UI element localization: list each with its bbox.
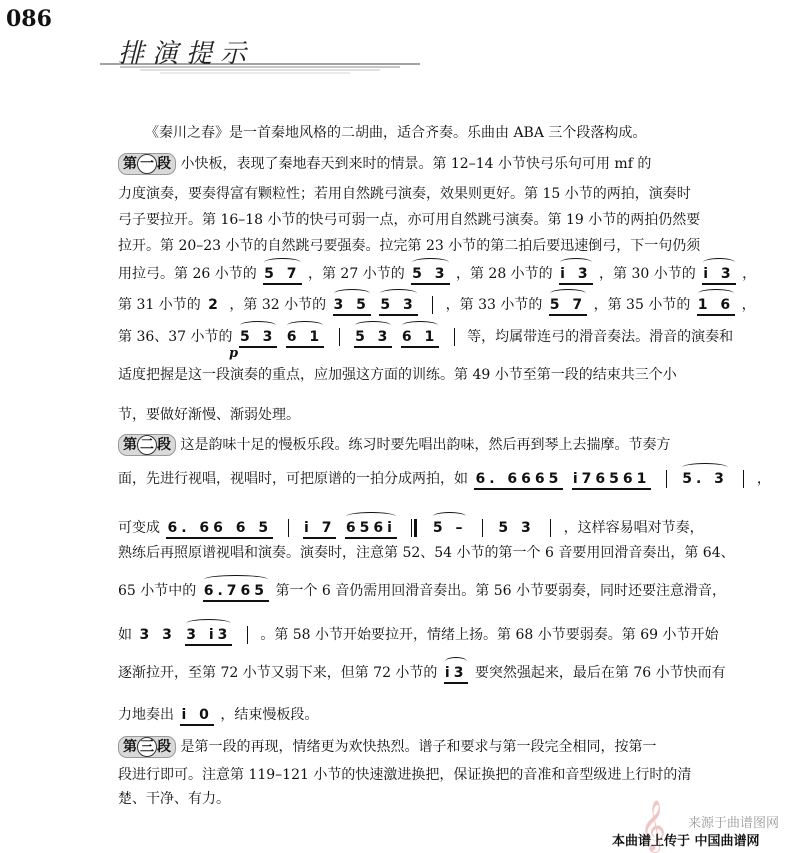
barline bbox=[454, 328, 455, 346]
notation-35: 1 6 bbox=[695, 297, 737, 313]
notation-56a: 3 3 bbox=[139, 627, 176, 643]
section-1-line-9: 节，要做好渐慢、渐弱处理。 bbox=[118, 407, 300, 423]
section-3-line-3: 楚、干净、有力。 bbox=[118, 791, 230, 807]
notation-var-d: 5 – bbox=[430, 520, 470, 536]
section-1-line-3: 弓子要拉开。第 16–18 小节的快弓可弱一点，亦可用自然跳弓演奏。第 19 小节的两拍仍然要 bbox=[118, 212, 701, 228]
notation-31: 2 bbox=[208, 297, 222, 313]
section-1-line-8: 适度把握是这一段演奏的重点，应加强这方面的训练。第 49 小节至第一段的结束共三个小 bbox=[118, 367, 677, 383]
section-1-line-2: 力度演奏，要奏得富有颗粒性；若用自然跳弓演奏，效果则更好。第 15 小节的两拍，演奏时 bbox=[118, 186, 691, 202]
notation-36a: 5 3 bbox=[237, 329, 279, 345]
notation-76: i 0 bbox=[178, 707, 215, 723]
section-2-line-3: 可变成 6. 66 6 5 i 7 656i 5 – 5 3 ，这样容易唱对节奏， bbox=[118, 517, 704, 537]
section-2-line-4: 熟练后再照原谱视唱和演奏。演奏时，注意第 52、54 小节的第一个 6 音要用回滑音奏出，第 64、 bbox=[118, 545, 735, 561]
notation-26: 5 7 bbox=[261, 266, 303, 282]
section-2-line-5: 65 小节中的 6.765 第一个 6 音仍需用回滑音奏出。第 56 小节要弱奏，同时还要注意滑音， bbox=[118, 580, 726, 600]
footer-credit: 本曲谱上传于 中国曲谱网 bbox=[612, 834, 760, 849]
section-3-line-1: 第 三 段 是第一段的再现，情绪更为欢快热烈。谱子和要求与第一段完全相同，按第一 bbox=[118, 736, 656, 758]
notation-orig-c: 5. 3 bbox=[679, 471, 731, 487]
notation-orig-b: i76561 bbox=[570, 471, 654, 487]
section-2-line-6: 如 3 3 3 i3 。第 58 小节开始要拉开，情绪上扬。第 68 小节要弱奏。第 69 小节开始 bbox=[118, 624, 718, 644]
barline bbox=[666, 470, 667, 488]
section-heading: 排演提示 bbox=[118, 39, 255, 69]
heading-decoration bbox=[100, 62, 420, 74]
barline bbox=[482, 519, 483, 537]
barline bbox=[550, 519, 551, 537]
section-2-badge: 第 二 段 bbox=[118, 434, 176, 456]
notation-37a: 5 3 bbox=[352, 329, 394, 345]
dynamic-p-mark: p bbox=[229, 346, 239, 361]
barline bbox=[339, 328, 340, 346]
barline bbox=[247, 626, 248, 644]
notation-36b: 6 1 bbox=[284, 329, 326, 345]
treble-clef-logo-icon: 𝄞 bbox=[640, 800, 667, 851]
notation-var-e: 5 3 bbox=[498, 520, 535, 536]
notation-30: i 3 bbox=[700, 266, 737, 282]
section-3-line-2: 段进行即可。注意第 119–121 小节的快速激进换把，保证换把的音准和音型级进上行时的清 bbox=[118, 767, 692, 783]
section-1-line-1: 第 一 段 小快板，表现了秦地春天到来时的情景。第 12–14 小节快弓乐句可用 mf 的 bbox=[118, 153, 651, 175]
section-2-line-7: 逐渐拉开，至第 72 小节又弱下来，但第 72 小节的 i3 要突然强起来，最后在第 76 小节快而有 bbox=[118, 662, 726, 682]
section-2-line-2: 面，先进行视唱，视唱时，可把原谱的一拍分成两拍，如 6. 6665 i76561 5. 3 ， bbox=[118, 468, 771, 488]
notation-32a: 3 5 bbox=[331, 297, 373, 313]
notation-var-a: 6. 66 6 5 bbox=[164, 520, 275, 536]
notation-var-c: 656i bbox=[343, 520, 399, 536]
notation-72: i3 bbox=[442, 665, 471, 681]
intro-text: 《秦川之春》是一首秦地风格的二胡曲，适合齐奏。乐曲由 ABA 三个段落构成。 bbox=[145, 125, 647, 141]
notation-56b: 3 i3 bbox=[183, 627, 234, 643]
notation-orig-a: 6. 6665 bbox=[472, 471, 565, 487]
section-1-badge: 第 一 段 bbox=[118, 153, 176, 175]
watermark: 来源于曲谱图网 bbox=[687, 816, 779, 831]
notation-32b: 5 3 bbox=[377, 297, 419, 313]
barline bbox=[743, 470, 744, 488]
section-2-line-8: 力地奏出 i 0 ，结束慢板段。 bbox=[118, 704, 318, 724]
section-3-badge: 第 三 段 bbox=[118, 736, 176, 758]
page-number: 086 bbox=[6, 6, 52, 32]
section-2-line-1: 第 二 段 这是韵味十足的慢板乐段。练习时要先唱出韵味，然后再到琴上去揣摩。节奏方 bbox=[118, 434, 670, 456]
section-1-line-4: 拉开。第 20–23 小节的自然跳弓要强奏。拉完第 23 小节的第二拍后要迅速倒弓，下一句仍须 bbox=[118, 238, 701, 254]
notation-28: i 3 bbox=[557, 266, 594, 282]
section-1-line-7: 第 36、37 小节的 5 3 6 1 5 3 6 1 等，均属带连弓的滑音奏法。滑音的演奏和 bbox=[118, 326, 733, 346]
section-1-line-6: 第 31 小节的 2 ，第 32 小节的 3 5 5 3 ，第 33 小节的 5 7 ，第 35 小节的 1 6 ， bbox=[118, 294, 756, 314]
notation-var-b: i 7 bbox=[301, 520, 338, 536]
notation-27: 5 3 bbox=[409, 266, 451, 282]
barline bbox=[288, 519, 289, 537]
notation-33: 5 7 bbox=[547, 297, 589, 313]
double-barline bbox=[411, 519, 417, 537]
section-1-line-5: 用拉弓。第 26 小节的 5 7 ，第 27 小节的 5 3 ，第 28 小节的 i 3 ，第 30 小节的 i 3 ， bbox=[118, 263, 756, 283]
notation-64: 6.765 bbox=[201, 583, 271, 599]
notation-37b: 6 1 bbox=[399, 329, 441, 345]
barline bbox=[432, 296, 433, 314]
